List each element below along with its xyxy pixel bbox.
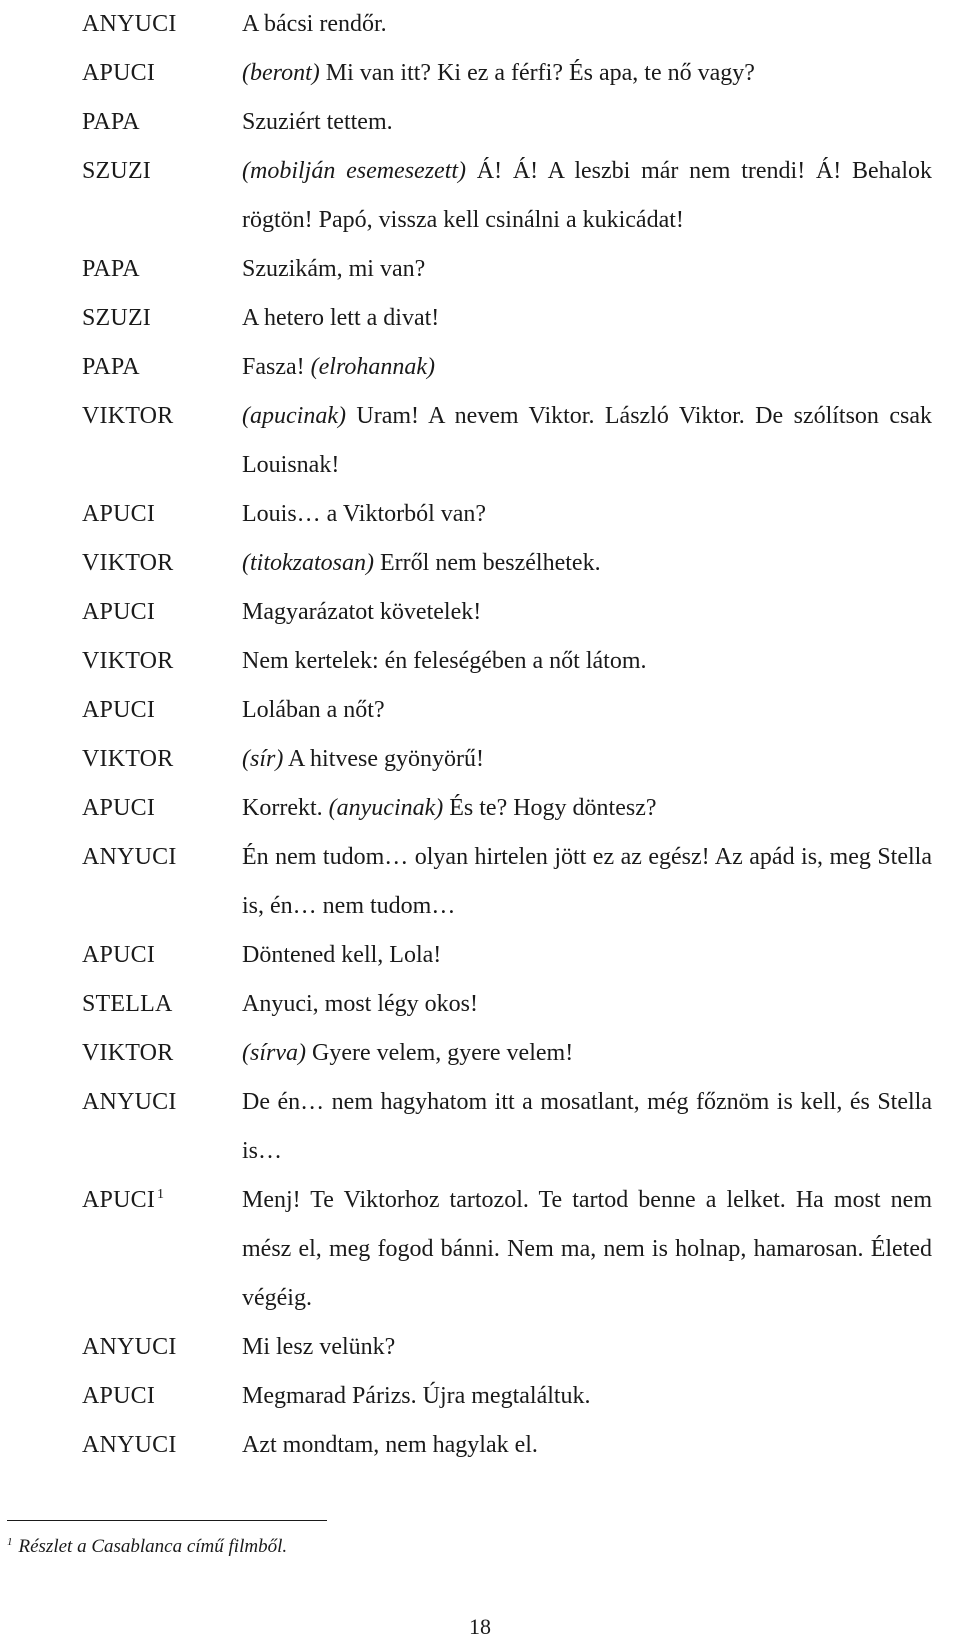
spoken-line xyxy=(242,490,932,539)
footnote-marker: 1 xyxy=(7,1535,13,1548)
line-text: Nem kertelek: én feleségében a nőt látom. xyxy=(242,648,647,674)
stage-direction: (elrohannak) xyxy=(310,354,436,380)
spoken-line xyxy=(242,539,932,588)
speaker-label: APUCI xyxy=(82,795,156,821)
speaker-label: ANYUCI xyxy=(82,1432,177,1458)
speaker-name xyxy=(82,980,242,1029)
speaker-name xyxy=(82,1029,242,1078)
dialogue-line xyxy=(82,1078,932,1176)
footnote-text: Részlet a Casablanca című filmből. xyxy=(18,1536,288,1557)
speaker-label: STELLA xyxy=(82,991,173,1017)
speaker-name xyxy=(82,1078,242,1176)
speaker-name xyxy=(82,735,242,784)
spoken-line xyxy=(242,1078,932,1176)
speaker-label: APUCI xyxy=(82,1383,156,1409)
spoken-line xyxy=(242,294,932,343)
speaker-label: SZUZI xyxy=(82,305,151,331)
speaker-label: SZUZI xyxy=(82,158,151,184)
speaker-name xyxy=(82,833,242,931)
speaker-name xyxy=(82,637,242,686)
spoken-line xyxy=(242,0,932,49)
speaker-label: ANYUCI xyxy=(82,1089,177,1115)
page-number: 18 xyxy=(469,1614,491,1639)
stage-direction: (anyucinak) xyxy=(328,795,444,821)
spoken-line xyxy=(242,980,932,1029)
speaker-name xyxy=(82,294,242,343)
spoken-line xyxy=(242,784,932,833)
line-text: Á! Á! A leszbi már nem trendi! Á! Behalok rögtön! Papó, vissza kell csinálni a kukicádat! xyxy=(242,158,932,233)
dialogue-line xyxy=(82,1176,932,1323)
speaker-label: VIKTOR xyxy=(82,648,174,674)
spoken-line xyxy=(242,735,932,784)
dialogue-line xyxy=(82,490,932,539)
spoken-line xyxy=(242,147,932,245)
speaker-label: ANYUCI xyxy=(82,1334,177,1360)
speaker-label: VIKTOR xyxy=(82,403,174,429)
dialogue-line xyxy=(82,98,932,147)
speaker-name xyxy=(82,0,242,49)
dialogue-line xyxy=(82,980,932,1029)
dialogue-line xyxy=(82,147,932,245)
stage-direction: (sír) xyxy=(242,746,284,772)
speaker-label: VIKTOR xyxy=(82,550,174,576)
dialogue-line xyxy=(82,0,932,49)
line-text: De én… nem hagyhatom itt a mosatlant, még főznöm is kell, és Stella is… xyxy=(242,1089,932,1164)
dialogue-line xyxy=(82,1323,932,1372)
speaker-label: APUCI xyxy=(82,599,156,625)
spoken-line xyxy=(242,1372,932,1421)
spoken-line xyxy=(242,1323,932,1372)
spoken-line xyxy=(242,637,932,686)
spoken-line xyxy=(242,49,932,98)
stage-direction: (beront) xyxy=(242,60,320,86)
speaker-name xyxy=(82,49,242,98)
spoken-line xyxy=(242,98,932,147)
dialogue-line xyxy=(82,931,932,980)
spoken-line xyxy=(242,931,932,980)
dialogue-line xyxy=(82,1421,932,1470)
speaker-name xyxy=(82,147,242,245)
speaker-name xyxy=(82,98,242,147)
speaker-name xyxy=(82,539,242,588)
line-text: Menj! Te Viktorhoz tartozol. Te tartod benne a lelket. Ha most nem mész el, meg fogod bánni. Nem ma, nem is holnap, hamarosan. Életed végéig. xyxy=(242,1187,932,1311)
line-text: Mi van itt? Ki ez a férfi? És apa, te nő vagy? xyxy=(319,60,755,86)
speaker-name xyxy=(82,588,242,637)
line-text: Uram! A nevem Viktor. László Viktor. De szólítson csak Louisnak! xyxy=(242,403,932,478)
spoken-line xyxy=(242,833,932,931)
speaker-name xyxy=(82,1372,242,1421)
line-text: Magyarázatot követelek! xyxy=(242,599,482,625)
line-text: A hetero lett a divat! xyxy=(242,305,440,331)
dialogue-line xyxy=(82,588,932,637)
stage-direction: (sírva) xyxy=(242,1040,306,1066)
speaker-label: ANYUCI xyxy=(82,844,177,870)
line-text: Louis… a Viktorból van? xyxy=(242,501,487,527)
speaker-label: APUCI xyxy=(82,501,156,527)
line-text: Megmarad Párizs. Újra megtaláltuk. xyxy=(242,1383,591,1409)
line-text: Lolában a nőt? xyxy=(242,697,385,723)
speaker-label: APUCI xyxy=(82,60,156,86)
speaker-label: APUCI xyxy=(82,1187,156,1213)
speaker-label: VIKTOR xyxy=(82,746,174,772)
dialogue-line xyxy=(82,539,932,588)
speaker-label: PAPA xyxy=(82,354,140,380)
line-text: Mi lesz velünk? xyxy=(242,1334,396,1360)
line-text: Szuzikám, mi van? xyxy=(242,256,426,282)
spoken-line xyxy=(242,588,932,637)
speaker-name xyxy=(82,1176,242,1323)
line-text: A hitvese gyönyörű! xyxy=(283,746,484,772)
dialogue-line xyxy=(82,735,932,784)
dialogue-line xyxy=(82,637,932,686)
line-text: És te? Hogy döntesz? xyxy=(443,795,657,821)
spoken-line xyxy=(242,343,932,392)
speaker-label: APUCI xyxy=(82,697,156,723)
spoken-line xyxy=(242,392,932,490)
dialogue-line xyxy=(82,784,932,833)
line-text: Én nem tudom… olyan hirtelen jött ez az egész! Az apád is, meg Stella is, én… nem tudom… xyxy=(242,844,932,919)
line-text: A bácsi rendőr. xyxy=(242,11,387,37)
spoken-line xyxy=(242,1176,932,1323)
speaker-label: APUCI xyxy=(82,942,156,968)
speaker-name xyxy=(82,1421,242,1470)
spoken-line xyxy=(242,1421,932,1470)
speaker-name xyxy=(82,245,242,294)
line-text: Azt mondtam, nem hagylak el. xyxy=(242,1432,538,1458)
stage-direction: (apucinak) xyxy=(242,403,346,429)
dialogue-line xyxy=(82,49,932,98)
spoken-line xyxy=(242,686,932,735)
spoken-line xyxy=(242,245,932,294)
speaker-label: PAPA xyxy=(82,256,140,282)
speaker-name xyxy=(82,1323,242,1372)
dialogue-line xyxy=(82,833,932,931)
footnote-divider xyxy=(7,1520,327,1521)
dialogue-line xyxy=(82,392,932,490)
speaker-label: VIKTOR xyxy=(82,1040,174,1066)
footnote-reference: 1 xyxy=(157,1187,165,1202)
speaker-name xyxy=(82,343,242,392)
dialogue-line xyxy=(82,245,932,294)
stage-direction: (titokzatosan) xyxy=(242,550,374,576)
speaker-label: PAPA xyxy=(82,109,140,135)
line-text: Erről nem beszélhetek. xyxy=(374,550,601,576)
line-text: Döntened kell, Lola! xyxy=(242,942,442,968)
line-text: Gyere velem, gyere velem! xyxy=(305,1040,574,1066)
footnote xyxy=(7,1536,287,1558)
dialogue-line xyxy=(82,1029,932,1078)
speaker-name xyxy=(82,784,242,833)
dialogue-line xyxy=(82,686,932,735)
speaker-name xyxy=(82,490,242,539)
dialogue-line xyxy=(82,294,932,343)
spoken-line xyxy=(242,1029,932,1078)
line-text: Korrekt. xyxy=(242,795,329,821)
speaker-name xyxy=(82,392,242,490)
dialogue-line xyxy=(82,1372,932,1421)
speaker-label: ANYUCI xyxy=(82,11,177,37)
speaker-name xyxy=(82,686,242,735)
line-text: Szuziért tettem. xyxy=(242,109,393,135)
line-text: Anyuci, most légy okos! xyxy=(242,991,478,1017)
dialogue-block xyxy=(82,0,932,1470)
line-text: Fasza! xyxy=(242,354,311,380)
dialogue-line xyxy=(82,343,932,392)
speaker-name xyxy=(82,931,242,980)
stage-direction: (mobilján esemesezett) xyxy=(242,158,467,184)
